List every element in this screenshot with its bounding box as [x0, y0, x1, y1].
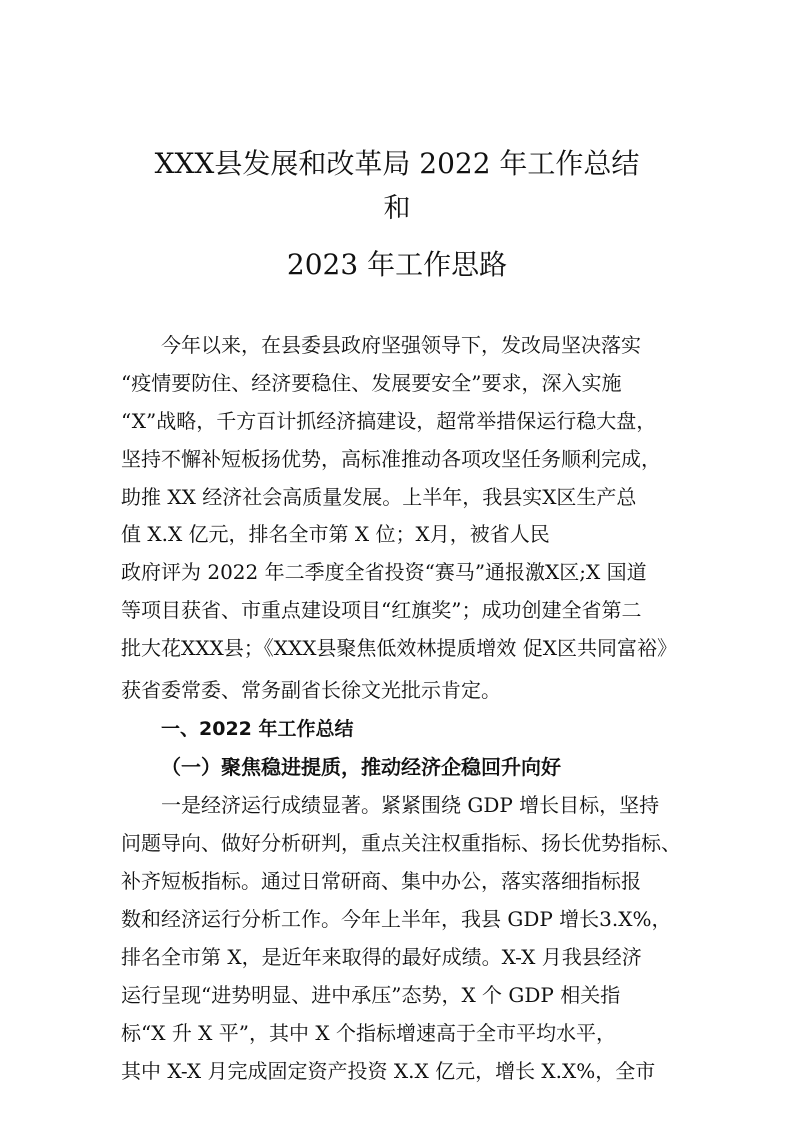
paragraph-line: 今年以来，在县委县政府坚强领导下，发改局坚决落实	[161, 333, 641, 357]
section-heading: 一、2022 年工作总结	[161, 718, 354, 740]
document-title-line-3: 2023 年工作思路	[286, 248, 508, 281]
paragraph-line: “疫情要防住、经济要稳住、发展要安全”要求，深入实施	[121, 371, 622, 395]
paragraph-line: 获省委常委、常务副省长徐文光批示肯定。	[121, 678, 501, 702]
document-title-line-1: XXX县发展和改革局 2022 年工作总结	[154, 147, 640, 180]
paragraph-line: “X”战略，千方百计抓经济搞建设，超常举措保运行稳大盘，	[121, 409, 657, 433]
document-title-line-2: 和	[383, 193, 411, 224]
body-line: 数和经济运行分析工作。今年上半年，我县 GDP 增长3.X%，	[121, 907, 672, 931]
body-line: 问题导向、做好分析研判，重点关注权重指标、扬长优势指标、	[121, 831, 681, 855]
paragraph-line: 助推 XX 经济社会高质量发展。上半年，我县实X区生产总	[121, 485, 637, 509]
paragraph-line: 值 X.X 亿元，排名全市第 X 位；X月，被省人民	[121, 522, 550, 546]
body-line: 其中 X-X 月完成固定资产投资 X.X 亿元，增长 X.X%，全市	[121, 1059, 656, 1083]
paragraph-line: 坚持不懈补短板扬优势，高标准推动各项攻坚任务顺利完成，	[121, 447, 661, 471]
paragraph-line: 批大花XXX县；《XXX县聚焦低效林提质增效 促X区共同富裕》	[121, 636, 678, 660]
paragraph-line: 政府评为 2022 年二季度全省投资“赛马”通报激X区;X 国道	[121, 560, 647, 584]
body-line: 补齐短板指标。通过日常研商、集中办公，落实落细指标报	[121, 869, 641, 893]
paragraph-line: 等项目获省、市重点建设项目“红旗奖”；成功创建全省第二	[121, 598, 642, 622]
body-line: 一是经济运行成绩显著。紧紧围绕 GDP 增长目标，坚持	[161, 793, 660, 817]
body-line: 排名全市第 X，是近年来取得的最好成绩。X-X 月我县经济	[121, 945, 642, 969]
body-line: 标“X 升 X 平”，其中 X 个指标增速高于全市平均水平，	[121, 1021, 616, 1045]
body-line: 运行呈现“进势明显、进中承压”态势，X 个 GDP 相关指	[121, 983, 621, 1007]
section-subheading: （一）聚焦稳进提质，推动经济企稳回升向好	[161, 755, 561, 779]
